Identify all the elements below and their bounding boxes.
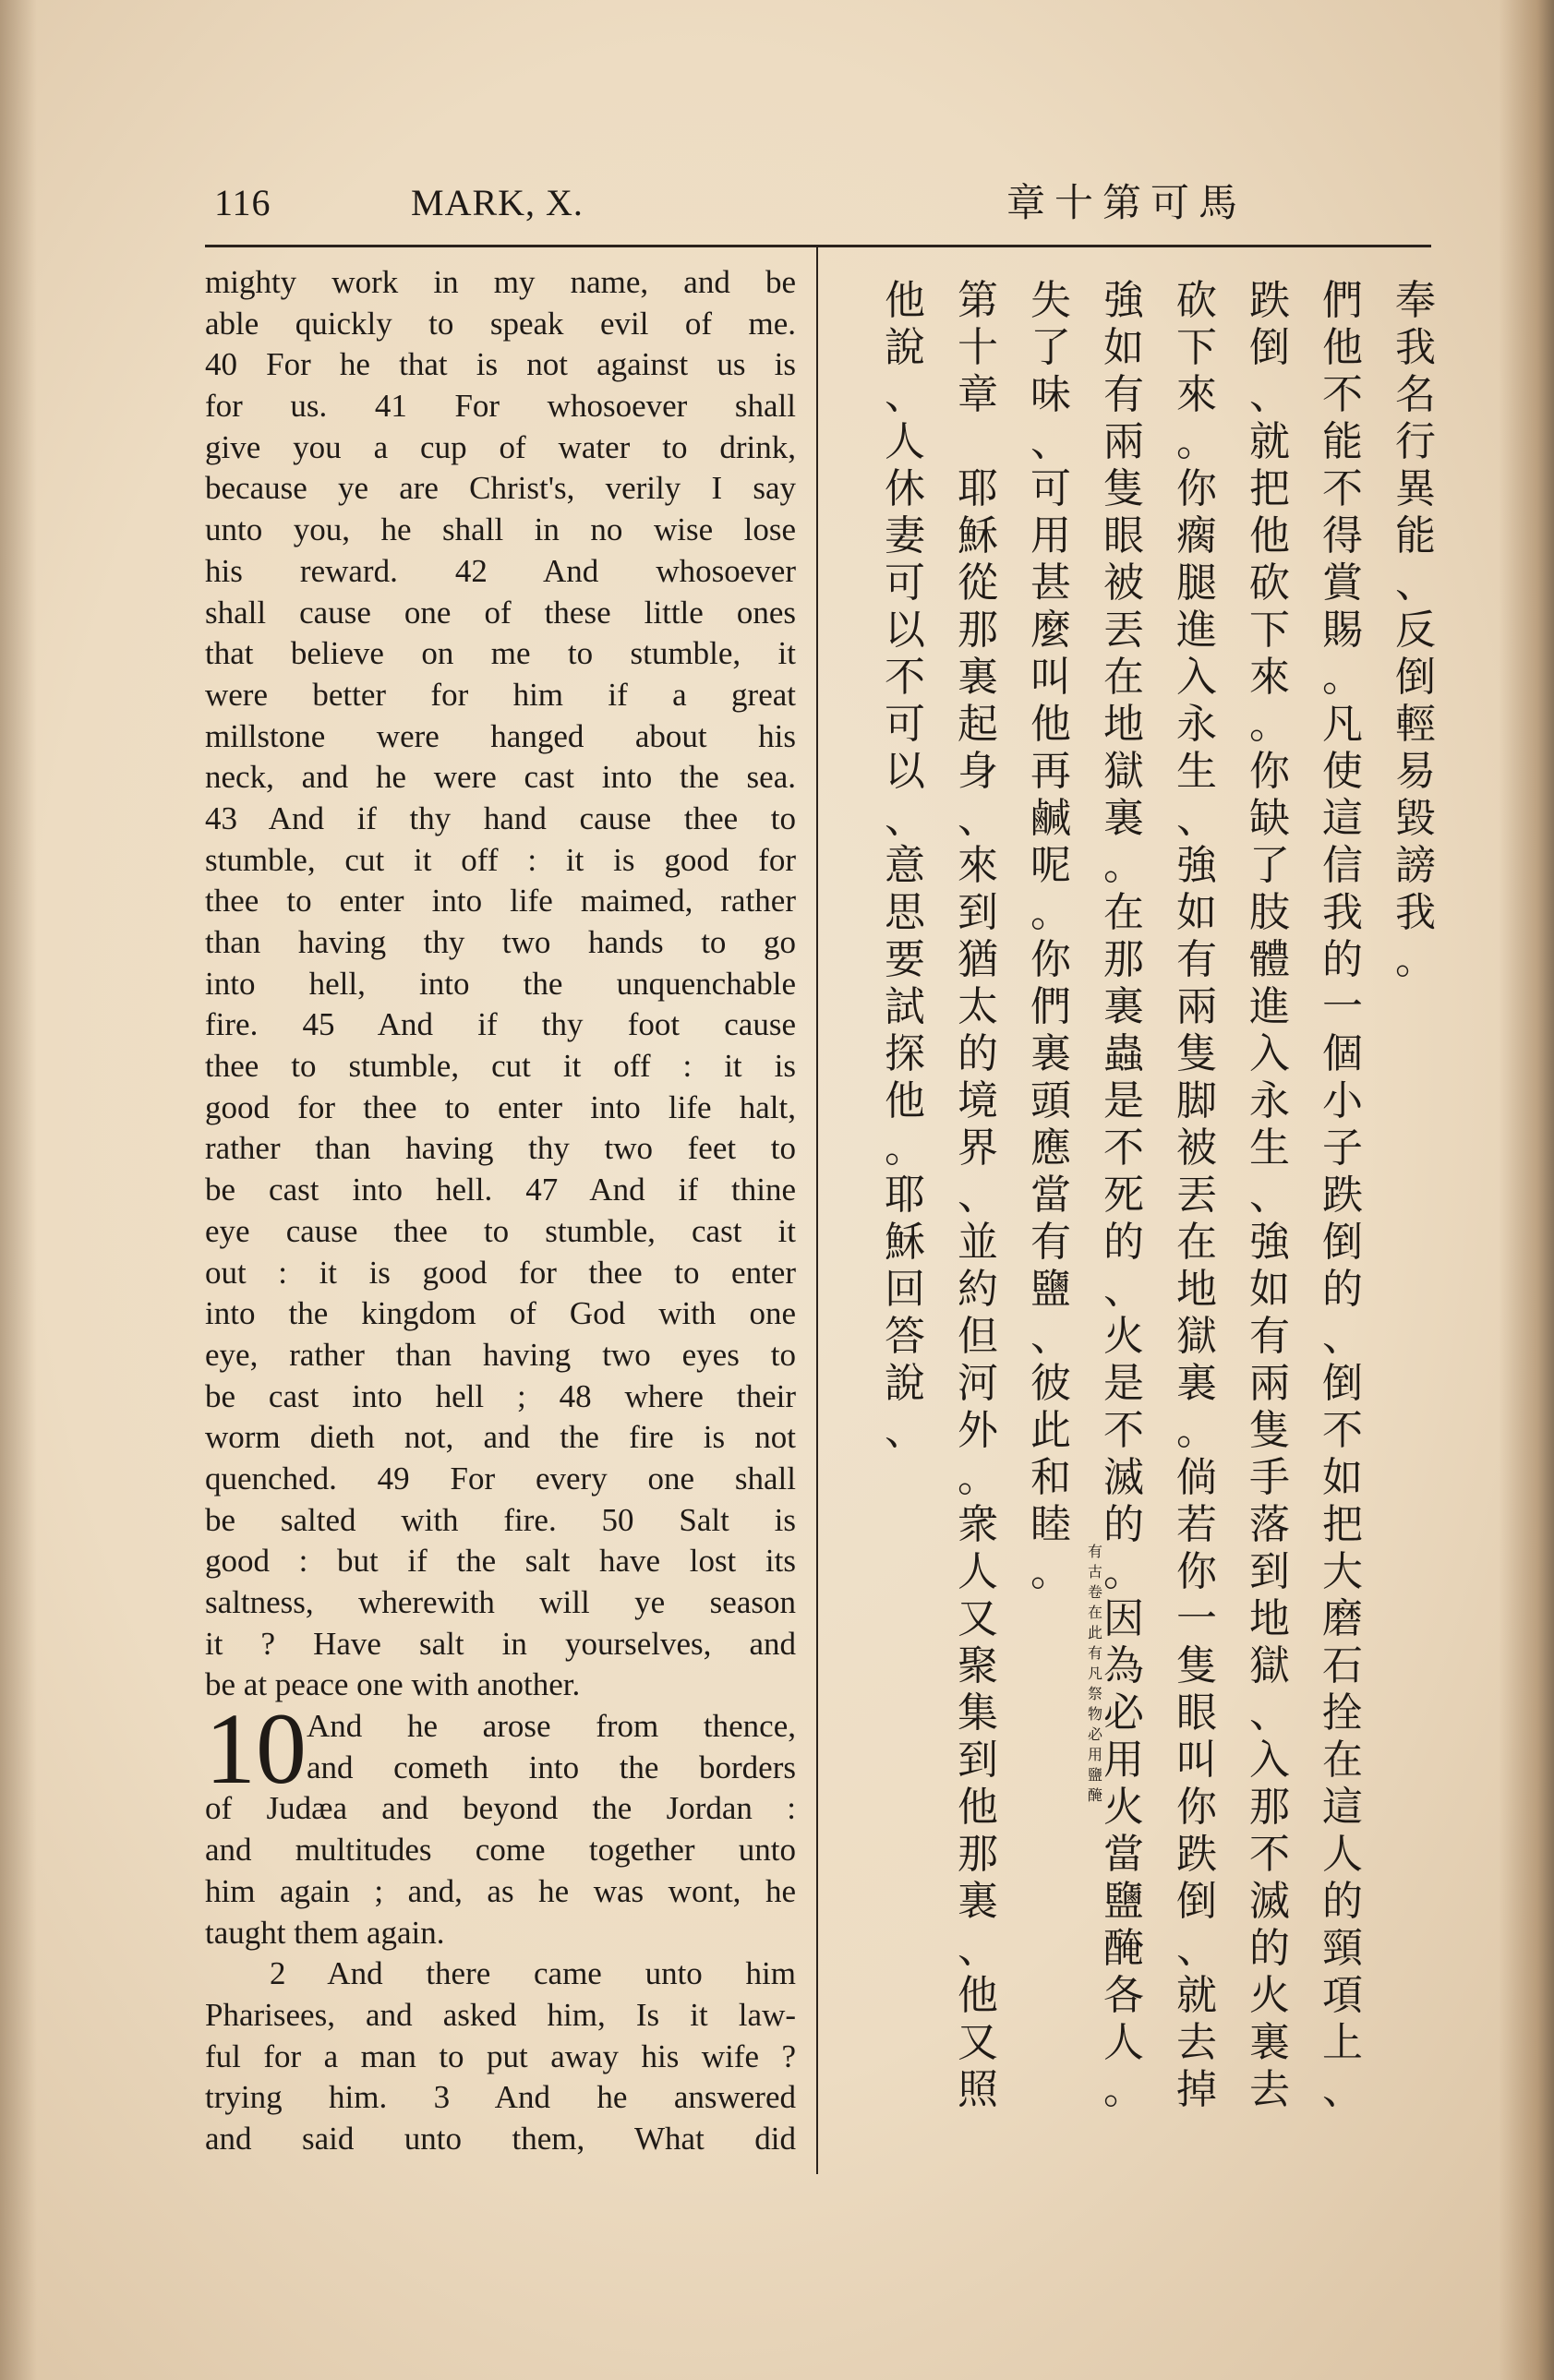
- chinese-margin-note: 有古卷在此有凡祭物必用鹽醃: [1087, 1543, 1102, 1804]
- english-text-line: trying him. 3 And he answered: [205, 2079, 796, 2116]
- english-text-line: And he arose from thence,: [307, 1708, 796, 1745]
- header-rule: [205, 245, 1431, 247]
- english-text-line: mighty work in my name, and be: [205, 264, 796, 300]
- page-number: 116: [214, 182, 271, 223]
- english-text-line: stumble, cut it off : it is good for: [205, 841, 796, 878]
- english-text-line: saltness, wherewith will ye season: [205, 1584, 796, 1620]
- column-divider: [816, 245, 818, 2174]
- english-text-line: and cometh into the borders: [307, 1749, 796, 1785]
- english-text-line: than having thy two hands to go: [205, 924, 796, 960]
- chinese-text-column: [836, 277, 1445, 2170]
- english-text-line: taught them again.: [205, 1914, 445, 1951]
- english-text-line: unto you, he shall in no wise lose: [205, 511, 796, 548]
- page-edge-shadow: [1499, 0, 1554, 2380]
- english-text-line: give you a cup of water to drink,: [205, 428, 796, 465]
- english-text-line: 2 And there came unto him: [270, 1955, 796, 1992]
- english-text-line: worm dieth not, and the fire is not: [205, 1419, 796, 1456]
- chinese-text-column-line: 他 說 、 人 休 妻 可 以 不 可 以 、 意 思 要 試 探 他 。 耶 穌 回 答 說 、: [885, 277, 925, 1454]
- english-text-line: because ye are Christ's, verily I say: [205, 470, 796, 507]
- chinese-text-column-line: 跌 倒 、 就 把 他 砍 下 來 。 你 缺 了 肢 體 進 入 永 生 、 強 如 有 兩 隻 手 落 到 地 獄 、 入 那 不 滅 的 火 裏 去: [1249, 277, 1290, 2113]
- english-text-line: and said unto them, What did: [205, 2120, 796, 2157]
- english-text-line: out : it is good for thee to enter: [205, 1254, 796, 1291]
- english-text-line: quenched. 49 For every one shall: [205, 1460, 796, 1497]
- english-text-line: eye, rather than having two eyes to: [205, 1336, 796, 1373]
- chinese-text-column-line: 砍 下 來 。 你 瘸 腿 進 入 永 生 、 強 如 有 兩 隻 脚 被 丟 在 地 獄 裏 。 倘 若 你 一 隻 眼 叫 你 跌 倒 、 就 去 掉: [1176, 277, 1217, 2113]
- english-text-line: 43 And if thy hand cause thee to: [205, 799, 796, 836]
- english-text-line: able quickly to speak evil of me.: [205, 305, 796, 342]
- english-text-line: and multitudes come together unto: [205, 1832, 796, 1869]
- english-text-line: rather than having thy two feet to: [205, 1130, 796, 1167]
- english-text-line: neck, and he were cast into the sea.: [205, 759, 796, 796]
- chinese-running-title: 章十第可馬: [1006, 180, 1247, 225]
- english-text-line: shall cause one of these little ones: [205, 594, 796, 631]
- chinese-text-column-line: 失 了 味 、 可 用 甚 麼 叫 他 再 鹹 呢 。 你 們 裏 頭 應 當 有 鹽 、 彼 此 和 睦 。: [1030, 277, 1071, 1595]
- english-text-line: his reward. 42 And whosoever: [205, 552, 796, 589]
- chinese-text-column-line: 奉 我 名 行 異 能 、 反 倒 輕 易 毀 謗 我 。: [1395, 277, 1436, 983]
- english-text-line: that believe on me to stumble, it: [205, 635, 796, 672]
- chinese-text-column-line: 第 十 章 耶 穌 從 那 裏 起 身 、 來 到 猶 太 的 境 界 、 並 約 但 河 外 。 衆 人 又 聚 集 到 他 那 裏 、 他 又 照: [958, 277, 998, 2113]
- english-text-line: Pharisees, and asked him, Is it law-: [205, 1996, 796, 2033]
- english-text-line: into the kingdom of God with one: [205, 1295, 796, 1332]
- english-text-line: be salted with fire. 50 Salt is: [205, 1501, 796, 1538]
- english-text-line: for us. 41 For whosoever shall: [205, 388, 796, 425]
- english-text-line: him again ; and, as he was wont, he: [205, 1872, 796, 1909]
- english-text-line: thee to enter into life maimed, rather: [205, 883, 796, 920]
- chinese-text-column-line: 們 他 不 能 不 得 賞 賜 。 凡 使 這 信 我 的 一 個 小 子 跌 倒 的 、 倒 不 如 把 大 磨 石 拴 在 這 人 的 頸 項 上 、: [1322, 277, 1363, 2113]
- chapter-number-dropcap: 10: [205, 1691, 307, 1805]
- english-text-line: eye cause thee to stumble, cast it: [205, 1212, 796, 1249]
- english-text-line: be cast into hell ; 48 where their: [205, 1377, 796, 1414]
- running-title: MARK, X.: [411, 182, 584, 223]
- english-text-line: ful for a man to put away his wife ?: [205, 2037, 796, 2074]
- english-text-line: thee to stumble, cut it off : it is: [205, 1048, 796, 1085]
- english-text-line: be at peace one with another.: [205, 1666, 581, 1703]
- english-text-column: [205, 262, 796, 2160]
- english-text-line: were better for him if a great: [205, 676, 796, 713]
- english-text-line: 40 For he that is not against us is: [205, 346, 796, 383]
- english-text-line: millstone were hanged about his: [205, 717, 796, 754]
- chinese-text-column-line: 強 如 有 兩 隻 眼 被 丟 在 地 獄 裏 。 在 那 裏 蟲 是 不 死 的 、 火 是 不 滅 的 。 因 為 必 用 火 當 鹽 醃 各 人 。: [1103, 277, 1144, 2113]
- english-text-line: fire. 45 And if thy foot cause: [205, 1006, 796, 1043]
- english-text-line: into hell, into the unquenchable: [205, 965, 796, 1002]
- english-text-line: good for thee to enter into life halt,: [205, 1088, 796, 1125]
- page-gutter-shadow: [0, 0, 37, 2380]
- english-text-line: of Judæa and beyond the Jordan :: [205, 1790, 796, 1827]
- english-text-line: be cast into hell. 47 And if thine: [205, 1172, 796, 1208]
- english-text-line: it ? Have salt in yourselves, and: [205, 1625, 796, 1662]
- english-text-line: good : but if the salt have lost its: [205, 1543, 796, 1580]
